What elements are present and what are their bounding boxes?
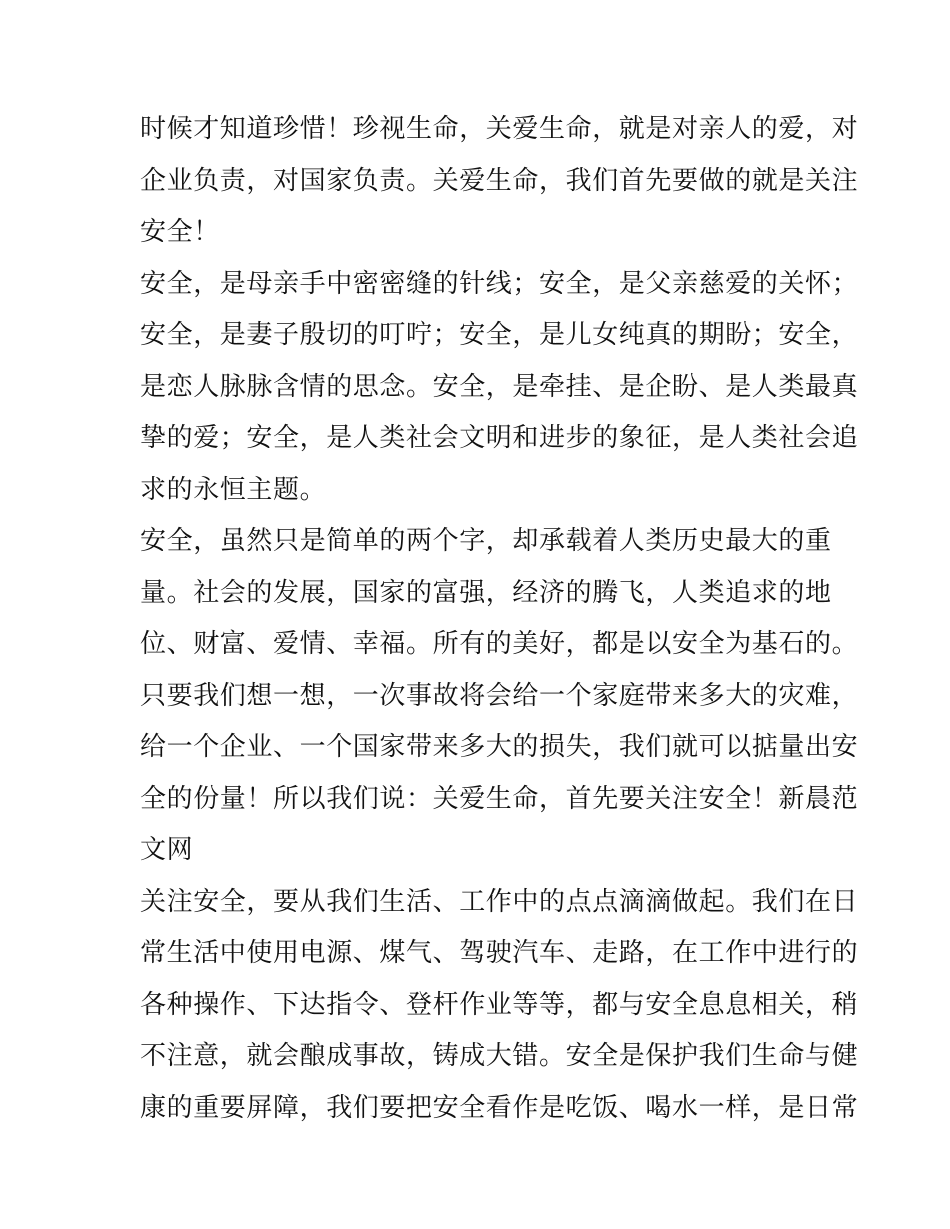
text-line: 量。社会的发展，国家的富强，经济的腾飞，人类追求的地 [140,577,832,608]
text-line: 只要我们想一想，一次事故将会给一个家庭带来多大的灾难， [140,680,859,711]
text-line: 安全，虽然只是简单的两个字，却承载着人类历史最大的重 [140,526,832,556]
text-line: 安全，是母亲手中密密缝的针线；安全，是父亲慈爱的关怀； [140,268,859,299]
text-line: 时候才知道珍惜！珍视生命，关爱生命，就是对亲人的爱，对 [140,114,859,144]
text-line: 挚的爱；安全，是人类社会文明和进步的象征，是人类社会追 [140,423,859,453]
text-line: 各种操作、下达指令、登杆作业等等，都与安全息息相关，稍 [140,989,859,1020]
text-line: 给一个企业、一个国家带来多大的损失，我们就可以掂量出安 [140,732,859,762]
text-line: 安全，是妻子殷切的叮咛；安全，是儿女纯真的期盼；安全， [140,320,859,350]
text-line: 常生活中使用电源、煤气、驾驶汽车、走路，在工作中进行的 [140,938,859,968]
text-line: 全的份量！所以我们说：关爱生命，首先要关注安全！新晨范 [140,783,859,814]
text-line: 关注安全，要从我们生活、工作中的点点滴滴做起。我们在日 [140,886,859,917]
text-line: 康的重要屏障，我们要把安全看作是吃饭、喝水一样，是日常 [140,1092,859,1123]
text-line: 是恋人脉脉含情的思念。安全，是牵挂、是企盼、是人类最真 [140,371,859,402]
text-line: 文网 [140,835,194,865]
document-body [140,104,859,1134]
text-line: 企业负责，对国家负责。关爱生命，我们首先要做的就是关注 [140,165,859,196]
text-line: 位、财富、爱情、幸福。所有的美好，都是以安全为基石的。 [140,629,859,659]
text-line: 求的永恒主题。 [140,474,327,505]
text-line: 安全！ [140,217,220,247]
text-line: 不注意，就会酿成事故，铸成大错。安全是保护我们生命与健 [140,1041,859,1071]
